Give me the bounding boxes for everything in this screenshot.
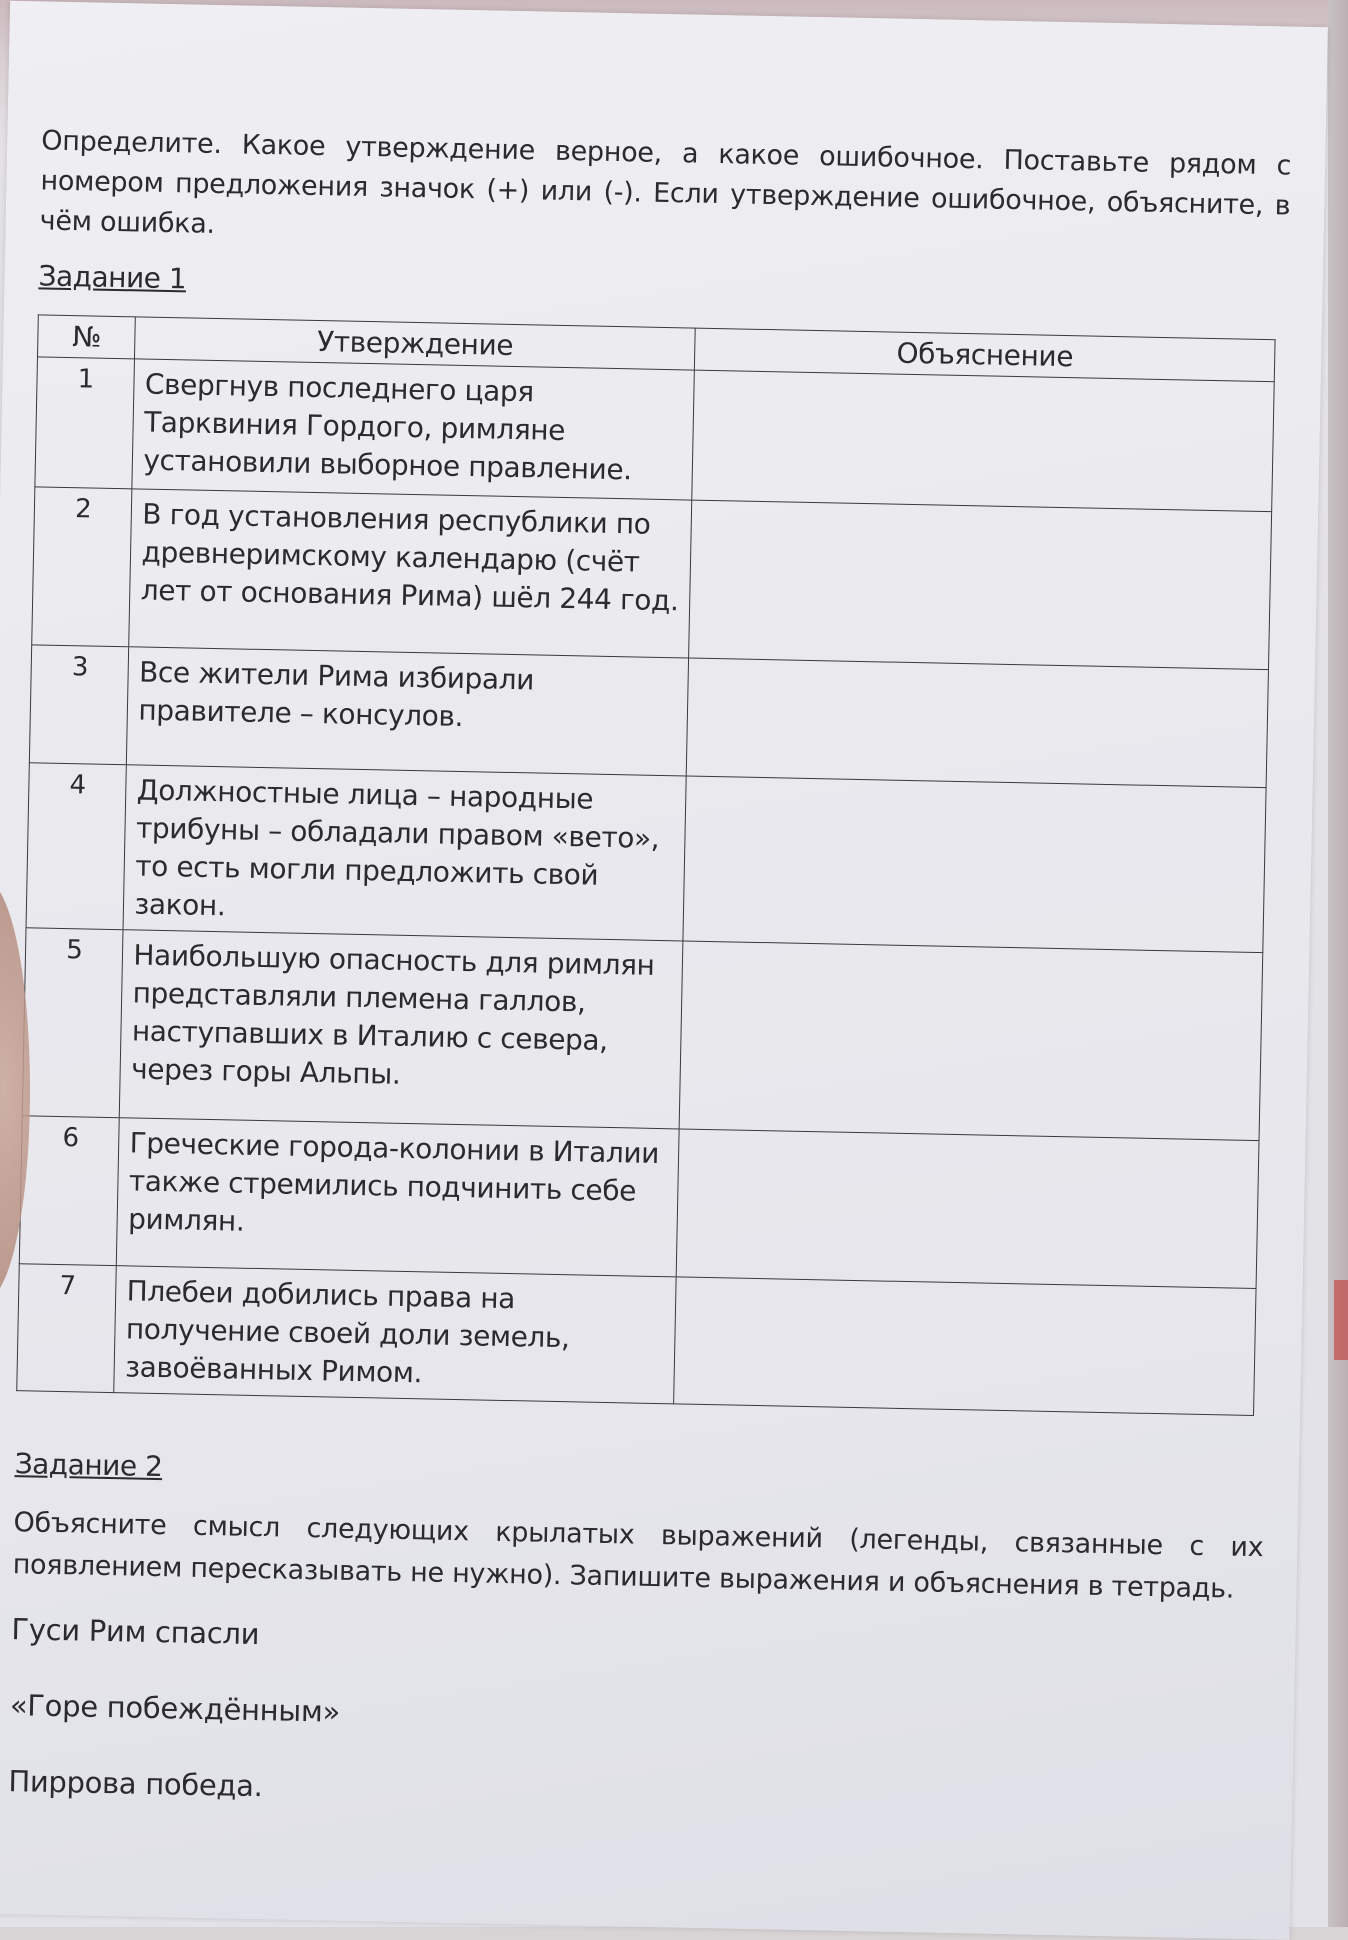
row-statement: Все жители Рима избирали правителе – консулов. (127, 647, 689, 776)
row-statement: Свергнув последнего царя Тарквиния Гордого, римляне установили выборное правление. (132, 359, 694, 500)
row-explanation (683, 776, 1266, 953)
row-number: 2 (32, 487, 133, 647)
table-row (17, 1264, 1256, 1416)
row-statement: Греческие города-колонии в Италии также стремились подчинить себе римлян. (117, 1118, 680, 1277)
table-row (32, 487, 1272, 670)
row-statement: Плебеи добились права на получение своей доли земель, завоёванных Римом. (114, 1266, 676, 1404)
row-explanation (692, 370, 1274, 512)
header-explanation: Объяснение (695, 328, 1276, 382)
row-number: 5 (22, 928, 123, 1118)
statements-table (16, 314, 1275, 1416)
header-statement: Утверждение (135, 317, 695, 370)
row-explanation (689, 500, 1272, 670)
table-row (22, 928, 1263, 1141)
row-explanation (676, 1129, 1259, 1289)
task2-section (8, 1447, 1265, 1823)
row-statement: В год установления республики по древнеримскому календарю (счёт лет от основания Рима) шёл 244 год. (129, 489, 692, 658)
table-row (26, 763, 1266, 953)
paper-sheet (0, 1, 1328, 1940)
background-object (1334, 1280, 1348, 1360)
background-edge (1328, 0, 1348, 1927)
row-explanation (674, 1277, 1256, 1416)
task1-title: Задание 1 (38, 259, 187, 296)
row-statement: Наибольшую опасность для римлян представляли племена галлов, наступавших в Италию с севера, через горы Альпы. (120, 930, 683, 1129)
task2-title: Задание 2 (14, 1447, 163, 1484)
header-number: № (37, 315, 135, 359)
phrase-item: Гуси Рим спасли (11, 1612, 260, 1652)
instructions-text: Определите. Какое утверждение верное, а какое ошибочное. Поставьте рядом с номером предложения значок (+) или (-). Если утверждение ошибочное, объясните, в чём ошибка. (39, 125, 1292, 240)
row-explanation (686, 658, 1268, 788)
task2-instructions: Объясните смысл следующих крылатых выражений (легенды, связанные с их появлением пересказывать не нужно). Запишите выражения и объяснения в тетрадь. (12, 1507, 1264, 1605)
row-number: 1 (35, 357, 135, 489)
document-content (7, 121, 1291, 1865)
row-number: 3 (29, 645, 129, 765)
phrase-item: Пиррова победа. (8, 1764, 263, 1804)
row-explanation (679, 941, 1262, 1141)
row-number: 7 (17, 1264, 117, 1393)
row-number: 4 (26, 763, 127, 930)
table-row (19, 1116, 1259, 1289)
table-row (35, 357, 1274, 512)
phrase-item: «Горе побеждённым» (9, 1688, 341, 1729)
row-statement: Должностные лица – народные трибуны – обладали правом «вето», то есть могли предложить свой закон. (123, 765, 686, 941)
row-number: 6 (19, 1116, 119, 1266)
